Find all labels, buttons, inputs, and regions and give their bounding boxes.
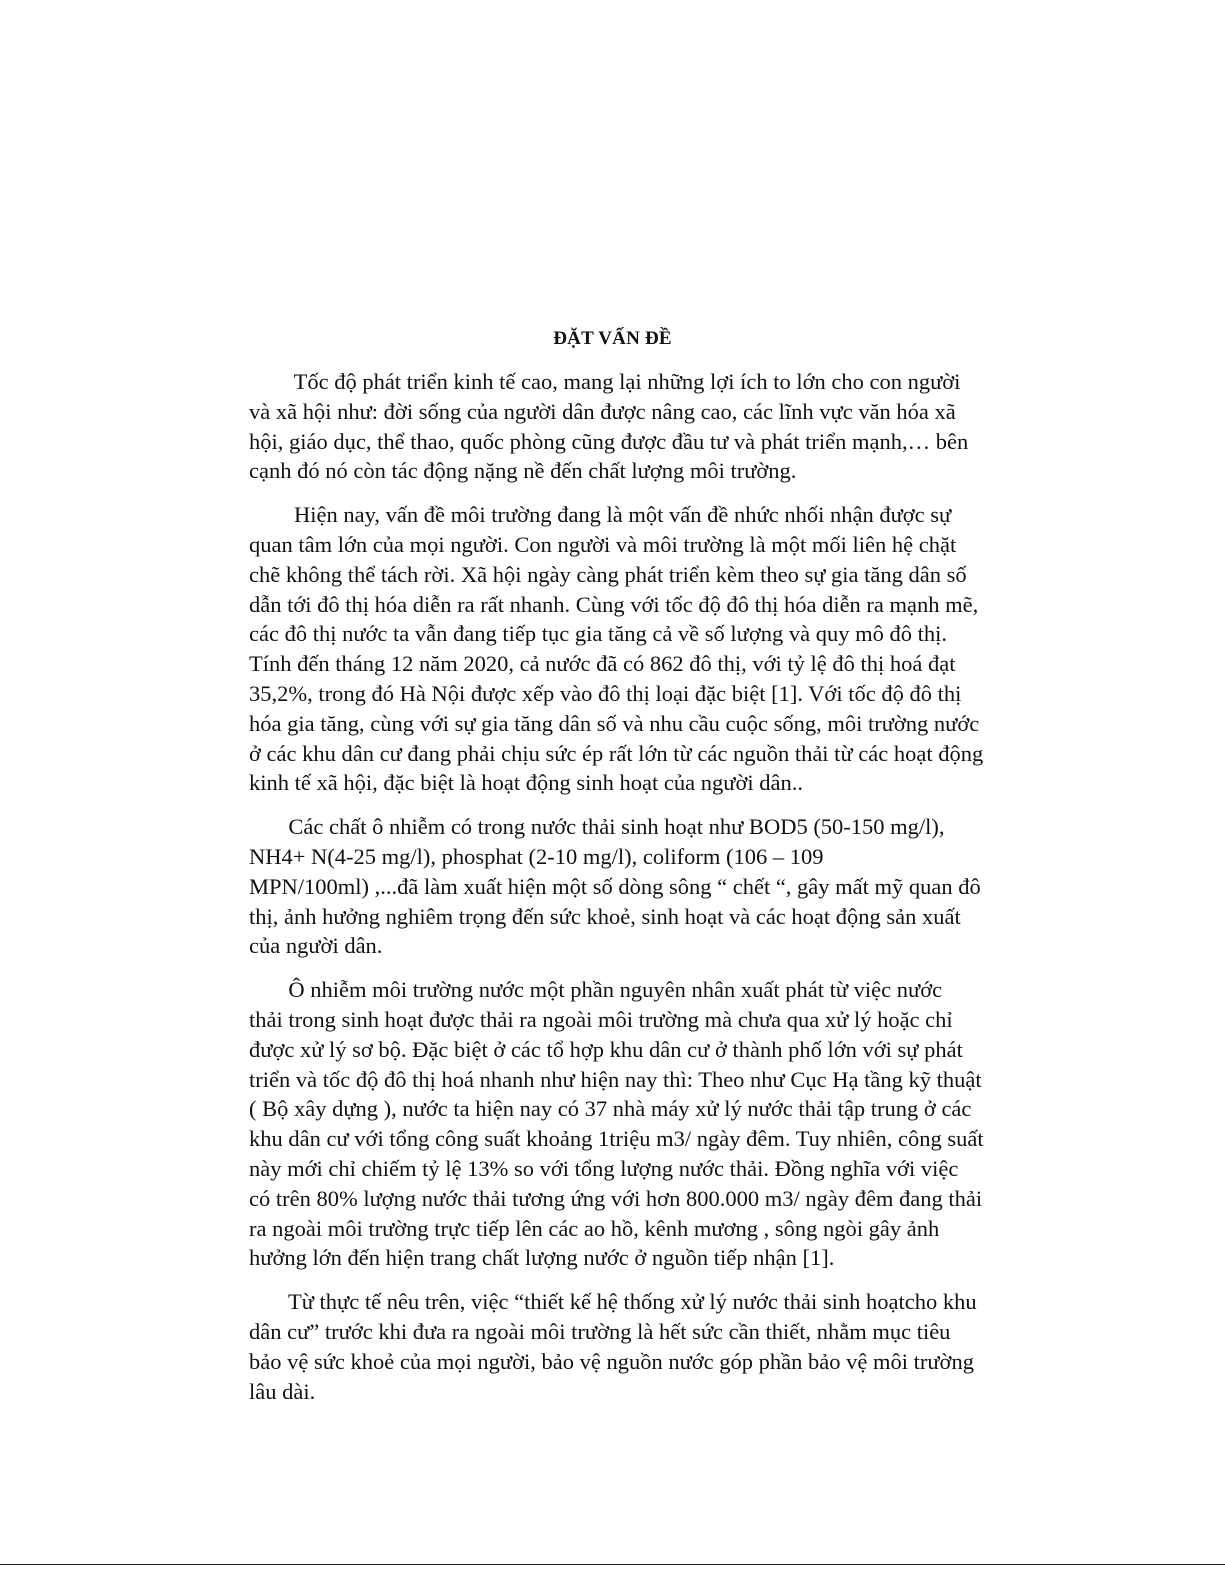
document-body	[249, 367, 1049, 1420]
text-line: các đô thị nước ta vẫn đang tiếp tục gia tăng cả về số lượng và quy mô đô thị.	[249, 621, 948, 647]
text-line: thị, ảnh hưởng nghiêm trọng đến sức khoẻ, sinh hoạt và các hoạt động sản xuất	[249, 903, 961, 929]
footer-divider	[0, 1564, 1225, 1565]
text-line: 35,2%, trong đó Hà Nội được xếp vào đô thị loại đặc biệt [1]. Với tốc độ đô thị	[249, 680, 962, 706]
text-line: này mới chỉ chiếm tỷ lệ 13% so với tổng lượng nước thải. Đồng nghĩa với việc	[249, 1155, 959, 1181]
text-line: quan tâm lớn của mọi người. Con người và môi trường là một mối liên hệ chặt	[249, 531, 957, 557]
text-line: được xử lý sơ bộ. Đặc biệt ở các tổ hợp khu dân cư ở thành phố lớn với sự phát	[249, 1036, 963, 1062]
paragraph-4	[249, 975, 1049, 1273]
text-line: hưởng lớn đến hiện trang chất lượng nước ở nguồn tiếp nhận [1].	[249, 1245, 835, 1271]
text-line: triển và tốc độ đô thị hoá nhanh như hiện nay thì: Theo như Cục Hạ tầng kỹ thuật	[249, 1066, 982, 1092]
text-line: Tính đến tháng 12 năm 2020, cả nước đã có 862 đô thị, với tỷ lệ đô thị hoá đạt	[249, 651, 956, 677]
paragraph-3	[249, 812, 1049, 961]
text-line: cạnh đó nó còn tác động nặng nề đến chất lượng môi trường.	[249, 458, 797, 484]
text-line: chẽ không thể tách rời. Xã hội ngày càng phát triển kèm theo sự gia tăng dân số	[249, 561, 967, 587]
text-line: ra ngoài môi trường trực tiếp lên các ao hồ, kênh mương , sông ngòi gây ảnh	[249, 1215, 940, 1241]
paragraph-2	[249, 500, 1049, 798]
document-heading: ĐẶT VẤN ĐỀ	[553, 328, 672, 349]
text-line: có trên 80% lượng nước thải tương ứng với hơn 800.000 m3/ ngày đêm đang thải	[249, 1185, 983, 1211]
text-line: NH4+ N(4-25 mg/l), phosphat (2-10 mg/l), coliform (106 – 109	[249, 843, 824, 869]
text-line: kinh tế xã hội, đặc biệt là hoạt động sinh hoạt của người dân..	[249, 770, 803, 796]
text-line: khu dân cư với tổng công suất khoảng 1triệu m3/ ngày đêm. Tuy nhiên, công suất	[249, 1126, 984, 1152]
text-line: và xã hội như: đời sống của người dân được nâng cao, các lĩnh vực văn hóa xã	[249, 398, 956, 424]
text-line: Tốc độ phát triển kinh tế cao, mang lại những lợi ích to lớn cho con người	[249, 369, 961, 394]
text-line: MPN/100ml) ,...đã làm xuất hiện một số dòng sông “ chết “, gây mất mỹ quan đô	[249, 873, 981, 899]
text-line: hóa gia tăng, cùng với sự gia tăng dân số và nhu cầu cuộc sống, môi trường nước	[249, 710, 980, 736]
paragraph-1	[249, 367, 1049, 486]
text-line: lâu dài.	[249, 1378, 316, 1404]
text-line: ở các khu dân cư đang phải chịu sức ép rất lớn từ các nguồn thải từ các hoạt động	[249, 740, 984, 766]
text-line: Từ thực tế nêu trên, việc “thiết kế hệ thống xử lý nước thải sinh hoạtcho khu	[249, 1289, 977, 1315]
text-line: hội, giáo dục, thể thao, quốc phòng cũng được đầu tư và phát triển mạnh,… bên	[249, 428, 969, 454]
text-line: ( Bộ xây dựng ), nước ta hiện nay có 37 nhà máy xử lý nước thải tập trung ở các	[249, 1096, 972, 1122]
paragraph-5	[249, 1287, 1049, 1406]
text-line: Hiện nay, vấn đề môi trường đang là một vấn đề nhức nhối nhận được sự	[249, 502, 952, 528]
text-line: của người dân.	[249, 933, 383, 959]
text-line: dân cư” trước khi đưa ra ngoài môi trường là hết sức cần thiết, nhằm mục tiêu	[249, 1318, 951, 1344]
text-line: dẫn tới đô thị hóa diễn ra rất nhanh. Cùng với tốc độ đô thị hóa diễn ra mạnh mẽ,	[249, 591, 979, 617]
text-line: Các chất ô nhiễm có trong nước thải sinh hoạt như BOD5 (50-150 mg/l),	[249, 814, 945, 840]
text-line: thải trong sinh hoạt được thải ra ngoài môi trường mà chưa qua xử lý hoặc chỉ	[249, 1006, 953, 1032]
text-line: Ô nhiễm môi trường nước một phần nguyên nhân xuất phát từ việc nước	[249, 977, 943, 1003]
text-line: bảo vệ sức khoẻ của mọi người, bảo vệ nguồn nước góp phần bảo vệ môi trường	[249, 1348, 974, 1374]
